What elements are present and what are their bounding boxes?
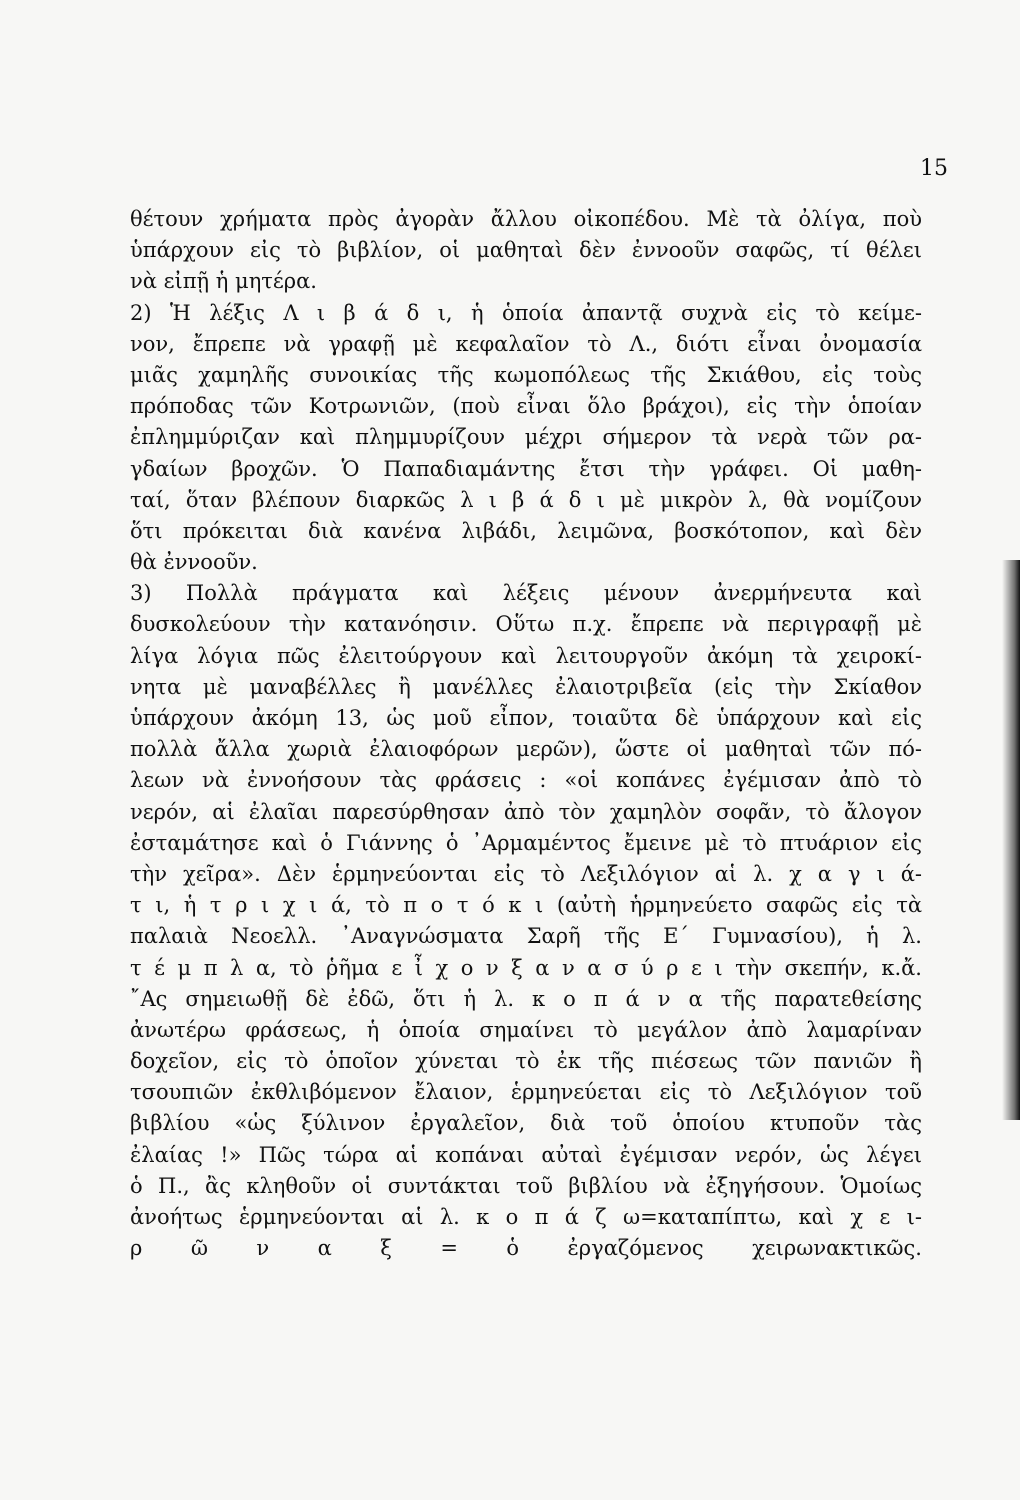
page-edge-shadow xyxy=(1002,560,1020,1120)
text-line: πρόποδας τῶν Κοτρωνιῶν, (ποὺ εἶναι ὅλο βράχοι), εἰς τὴν ὁποίαν xyxy=(130,394,922,419)
text-line: δοχεῖον, εἰς τὸ ὁποῖον χύνεται τὸ ἐκ τῆς πιέσεως τῶν πανιῶν ἢ xyxy=(130,1049,922,1074)
text-line: θέτουν χρήματα πρὸς ἀγορὰν ἄλλου οἰκοπέδου. Μὲ τὰ ὀλίγα, ποὺ xyxy=(130,207,922,231)
text-line: ταί, ὅταν βλέπουν διαρκῶς λ ι β ά δ ι μὲ μικρὸν λ, θὰ νομίζουν xyxy=(130,487,922,512)
text-line: νον, ἔπρεπε νὰ γραφῇ μὲ κεφαλαῖον τὸ Λ., διότι εἶναι ὀνομασία xyxy=(130,331,922,356)
text-line: λίγα λόγια πῶς ἐλειτούργουν καὶ λειτουργοῦν ἀκόμη τὰ χειροκί- xyxy=(130,643,922,668)
text-line: ἐσταμάτησε καὶ ὁ Γιάννης ὁ ᾿Αρμαμέντος ἔμεινε μὲ τὸ πτυάριον εἰς xyxy=(130,830,922,855)
text-line: γδαίων βροχῶν. Ὁ Παπαδιαμάντης ἔτσι τὴν γράφει. Οἱ μαθη- xyxy=(130,456,922,481)
text-line: ὁ Π., ἂς κληθοῦν οἱ συντάκται τοῦ βιβλίου νὰ ἐξηγήσουν. Ὁμοίως xyxy=(130,1173,922,1198)
text-line: νὰ εἰπῇ ἡ μητέρα. xyxy=(130,269,317,294)
text-line: τσουπιῶν ἐκθλιβόμενον ἔλαιον, ἑρμηνεύεται εἰς τὸ Λεξιλόγιον τοῦ xyxy=(130,1080,922,1105)
text-line: ὑπάρχουν ἀκόμη 13, ὡς μοῦ εἶπον, τοιαῦτα δὲ ὑπάρχουν καὶ εἰς xyxy=(130,706,922,730)
text-line: παλαιὰ Νεοελλ. ᾿Αναγνώσματα Σαρῆ τῆς Ε΄ Γυμνασίου), ἡ λ. xyxy=(130,924,922,949)
text-line: δυσκολεύουν τὴν κατανόησιν. Οὕτω π.χ. ἔπρεπε νὰ περιγραφῇ μὲ xyxy=(130,612,922,637)
text-line: ἀνωτέρω φράσεως, ἡ ὁποία σημαίνει τὸ μεγάλον ἀπὸ λαμαρίναν xyxy=(130,1017,922,1042)
text-line: ὑπάρχουν εἰς τὸ βιβλίον, οἱ μαθηταὶ δὲν ἐννοοῦν σαφῶς, τί θέλει xyxy=(130,238,922,263)
body-text xyxy=(130,204,922,1264)
text-line: λεων νὰ ἐννοήσουν τὰς φράσεις : «οἱ κοπάνες ἐγέμισαν ἀπὸ τὸ xyxy=(130,768,922,793)
text-line: ρ ῶ ν α ξ = ὁ ἐργαζόμενος χειρωνακτικῶς. xyxy=(130,1236,922,1261)
text-line: ῎Ας σημειωθῇ δὲ ἐδῶ, ὅτι ἡ λ. κ ο π ά ν α τῆς παρατεθείσης xyxy=(130,986,922,1011)
page-number: 15 xyxy=(920,156,948,181)
text-line: νητα μὲ μαναβέλλες ἢ μανέλλες ἐλαιοτριβεῖα (εἰς τὴν Σκίαθον xyxy=(130,674,922,699)
text-line: 3) Πολλὰ πράγματα καὶ λέξεις μένουν ἀνερμήνευτα καὶ xyxy=(130,581,922,606)
text-line: ἐλαίας !» Πῶς τώρα αἱ κοπάναι αὐταὶ ἐγέμισαν νερόν, ὡς λέγει xyxy=(130,1142,922,1167)
text-line: τ ι, ἡ τ ρ ι χ ι ά, τὸ π ο τ ό κ ι (αὐτὴ ἡρμηνεύετο σαφῶς εἰς τὰ xyxy=(130,893,922,918)
text-line: τὴν χεῖρα». Δὲν ἑρμηνεύονται εἰς τὸ Λεξιλόγιον αἱ λ. χ α γ ι ά- xyxy=(130,861,922,886)
text-line: πολλὰ ἄλλα χωριὰ ἐλαιοφόρων μερῶν), ὥστε οἱ μαθηταὶ τῶν πό- xyxy=(130,737,922,762)
text-line: θὰ ἐννοοῦν. xyxy=(130,550,258,575)
text-line: μιᾶς χαμηλῆς συνοικίας τῆς κωμοπόλεως τῆς Σκιάθου, εἰς τοὺς xyxy=(130,362,922,387)
text-line: ἐπλημμύριζαν καὶ πλημμυρίζουν μέχρι σήμερον τὰ νερὰ τῶν ρα- xyxy=(130,425,922,450)
text-line: νερόν, αἱ ἐλαῖαι παρεσύρθησαν ἀπὸ τὸν χαμηλὸν σοφᾶν, τὸ ἄλογον xyxy=(130,799,922,824)
text-line: τ έ μ π λ α, τὸ ῥῆμα ε ἶ χ ο ν ξ α ν α σ ύ ρ ε ι τὴν σκεπήν, κ.ἄ. xyxy=(130,955,922,980)
text-line: βιβλίου «ὡς ξύλινον ἐργαλεῖον, διὰ τοῦ ὁποίου κτυποῦν τὰς xyxy=(130,1111,922,1136)
text-line: ὅτι πρόκειται διὰ κανένα λιβάδι, λειμῶνα, βοσκότοπον, καὶ δὲν xyxy=(130,518,922,543)
text-line: ἀνοήτως ἑρμηνεύονται αἱ λ. κ ο π ά ζ ω=καταπίπτω, καὶ χ ε ι- xyxy=(130,1205,922,1229)
text-line: 2) Ἡ λέξις Λ ι β ά δ ι, ἡ ὁποία ἀπαντᾷ συχνὰ εἰς τὸ κείμε- xyxy=(130,300,922,325)
